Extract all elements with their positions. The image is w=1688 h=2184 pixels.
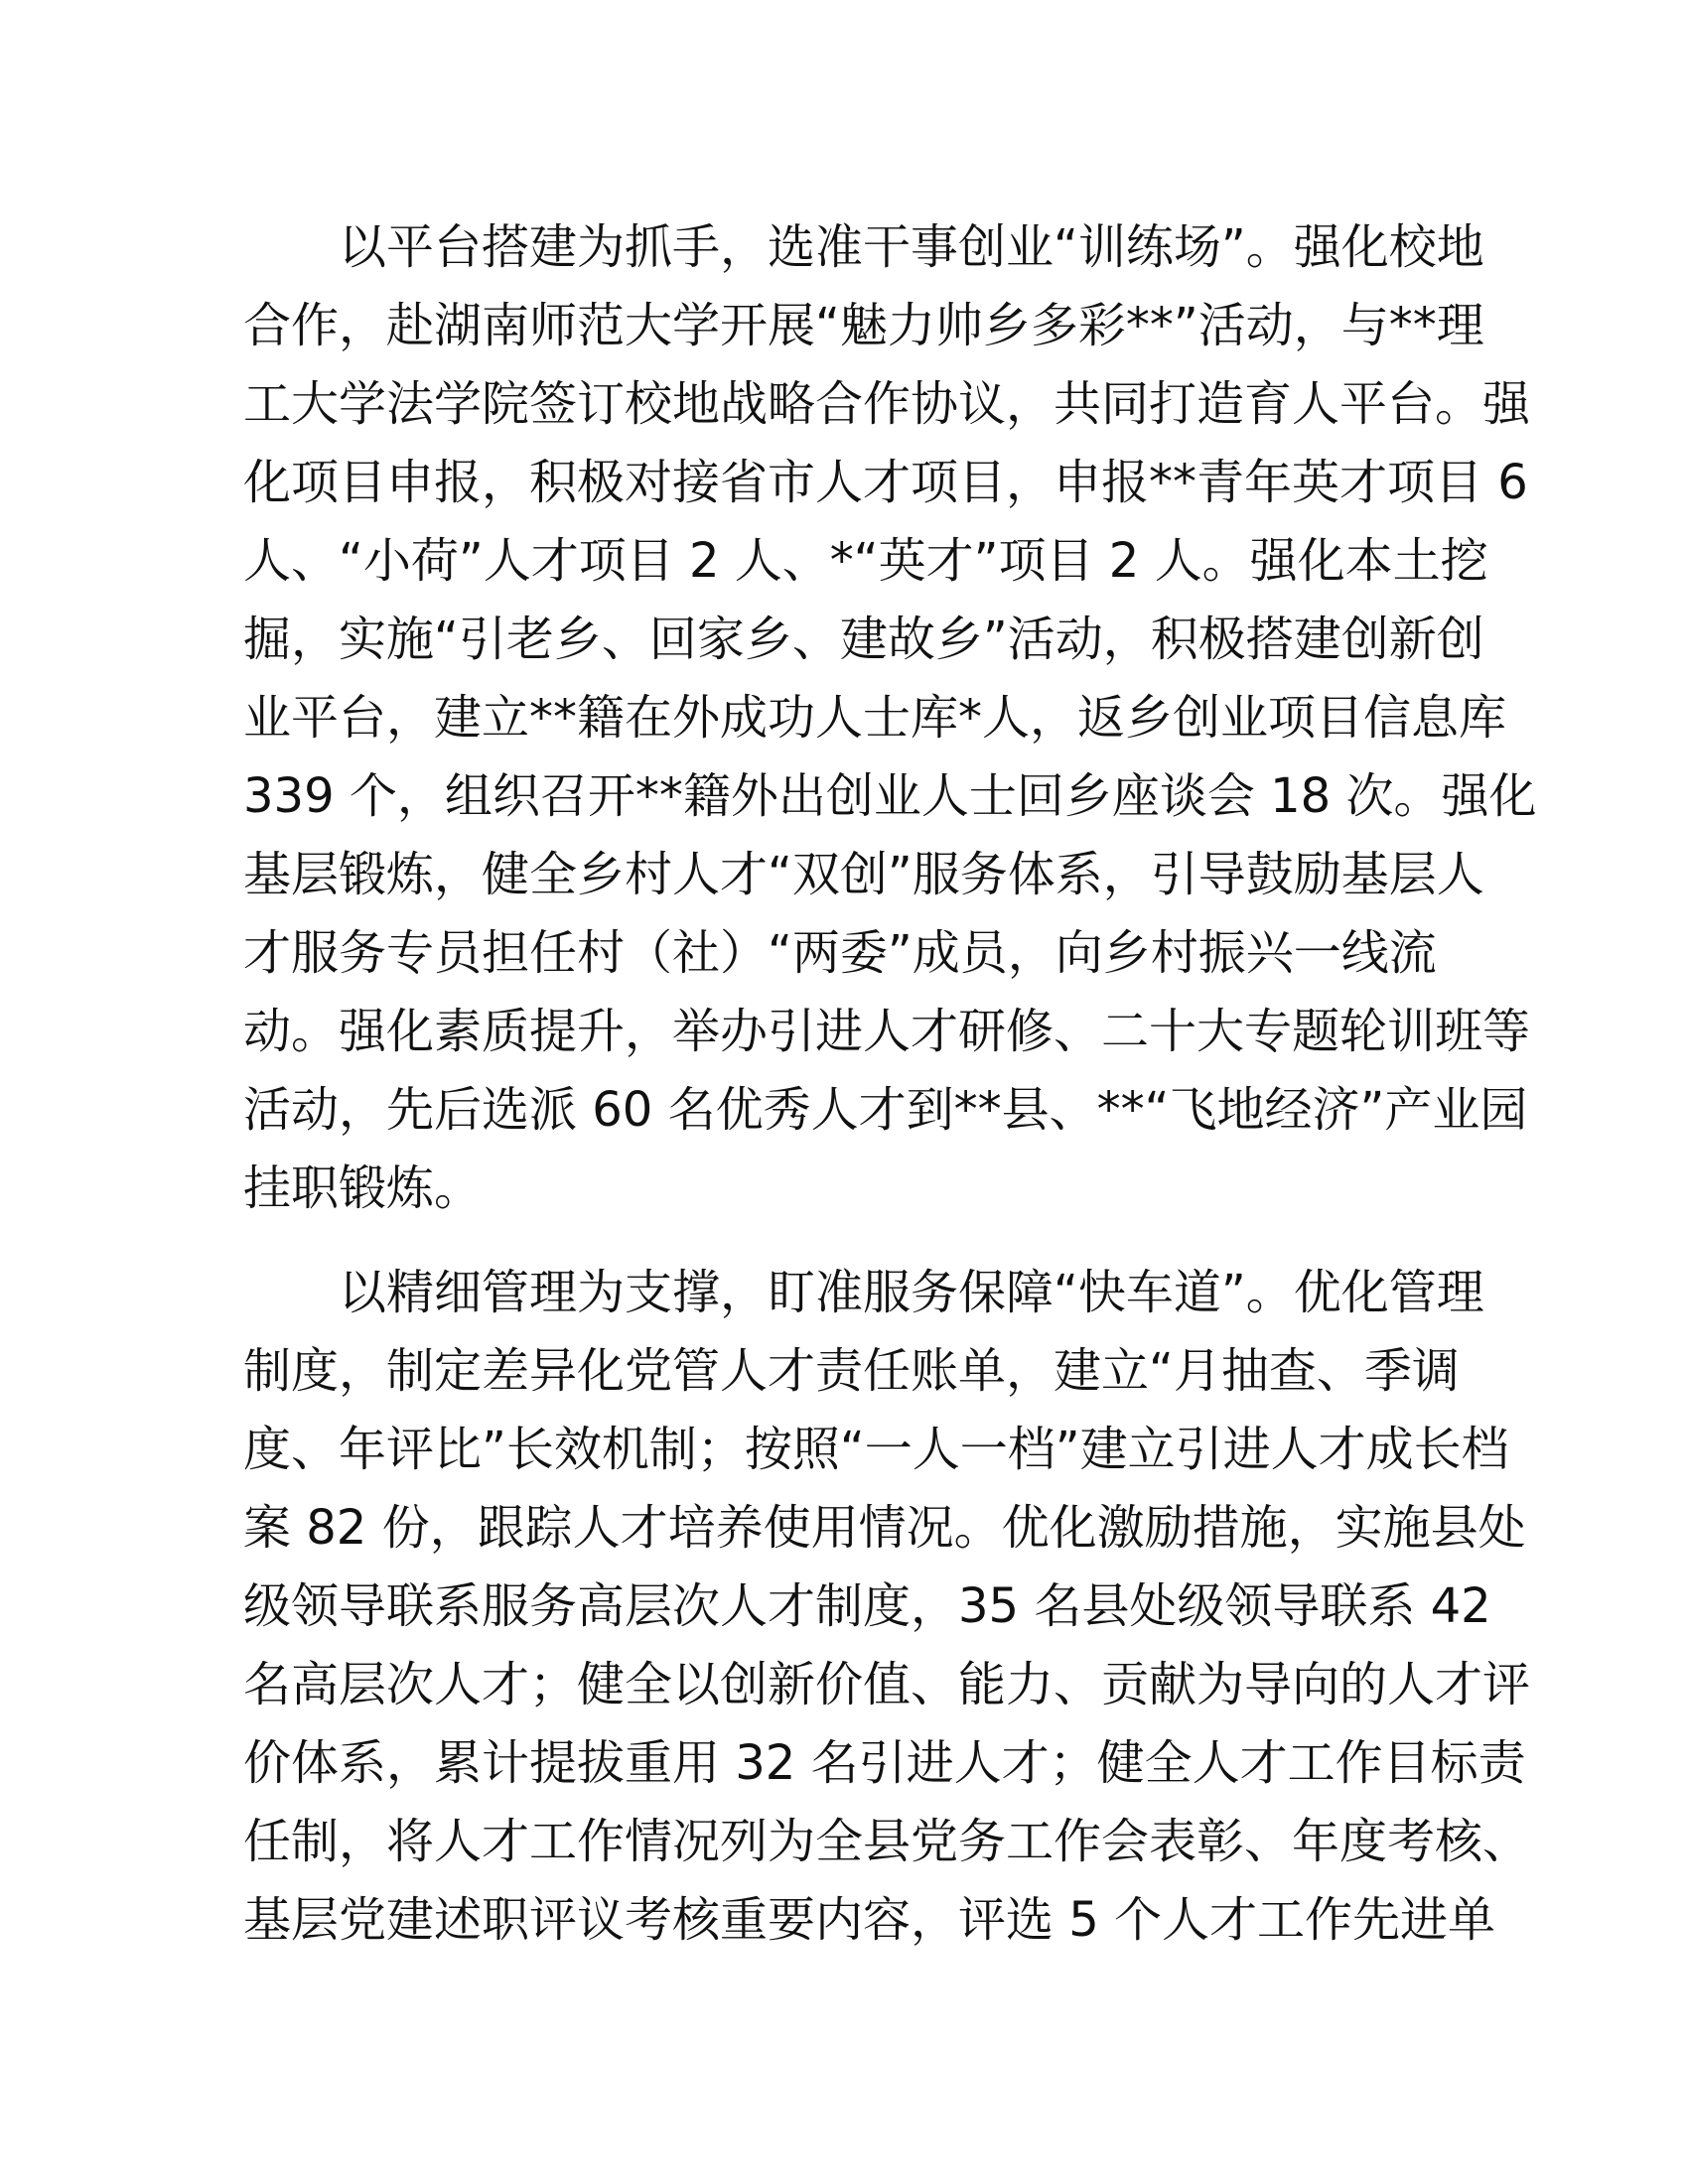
paragraph-line: 以精细管理为支撑，盯准服务保障“快车道”。优化管理	[339, 1265, 1484, 1320]
paragraph-line: 人、“小荷”人才项目 2 人、*“英才”项目 2 人。强化本土挖	[243, 533, 1488, 589]
paragraph-line: 价体系，累计提拔重用 32 名引进人才；健全人才工作目标责	[243, 1735, 1526, 1791]
paragraph-fine-management	[243, 1254, 1531, 1960]
paragraph-line: 掘，实施“引老乡、回家乡、建故乡”活动，积极搭建创新创	[243, 612, 1484, 667]
paragraph-line: 基层锻炼，健全乡村人才“双创”服务体系，引导鼓励基层人	[243, 847, 1484, 902]
paragraph-line: 任制，将人才工作情况列为全县党务工作会表彰、年度考核、	[243, 1814, 1531, 1869]
document-body	[243, 208, 1537, 1960]
paragraph-line: 挂职锻炼。	[243, 1160, 483, 1216]
paragraph-line: 339 个，组织召开**籍外出创业人士回乡座谈会 18 次。强化	[243, 768, 1537, 824]
paragraph-line: 动。强化素质提升，举办引进人才研修、二十大专题轮训班等	[243, 1004, 1531, 1059]
paragraph-line: 活动，先后选派 60 名优秀人才到**县、**“飞地经济”产业园	[243, 1082, 1528, 1138]
paragraph-line: 工大学法学院签订校地战略合作协议，共同打造育人平台。强	[243, 376, 1531, 432]
paragraph-line: 才服务专员担任村（社）“两委”成员，向乡村振兴一线流	[243, 925, 1437, 981]
paragraph-line: 合作，赴湖南师范大学开展“魅力帅乡多彩**”活动，与**理	[243, 298, 1484, 353]
paragraph-line: 以平台搭建为抓手，选准干事创业“训练场”。强化校地	[339, 219, 1484, 275]
paragraph-spacer	[243, 1228, 1435, 1254]
paragraph-talent-platform	[243, 208, 1537, 1228]
paragraph-line: 案 82 份，跟踪人才培养使用情况。优化激励措施，实施县处	[243, 1500, 1526, 1556]
paragraph-line: 名高层次人才；健全以创新价值、能力、贡献为导向的人才评	[243, 1657, 1531, 1712]
paragraph-line: 业平台，建立**籍在外成功人士库*人，返乡创业项目信息库	[243, 690, 1507, 746]
paragraph-line: 化项目申报，积极对接省市人才项目，申报**青年英才项目 6	[243, 455, 1528, 510]
paragraph-line: 制度，制定差异化党管人才责任账单，建立“月抽查、季调	[243, 1343, 1460, 1399]
paragraph-line: 基层党建述职评议考核重要内容，评选 5 个人才工作先进单	[243, 1892, 1496, 1948]
paragraph-line: 度、年评比”长效机制；按照“一人一档”建立引进人才成长档	[243, 1422, 1509, 1477]
paragraph-line: 级领导联系服务高层次人才制度，35 名县处级领导联系 42	[243, 1578, 1491, 1634]
